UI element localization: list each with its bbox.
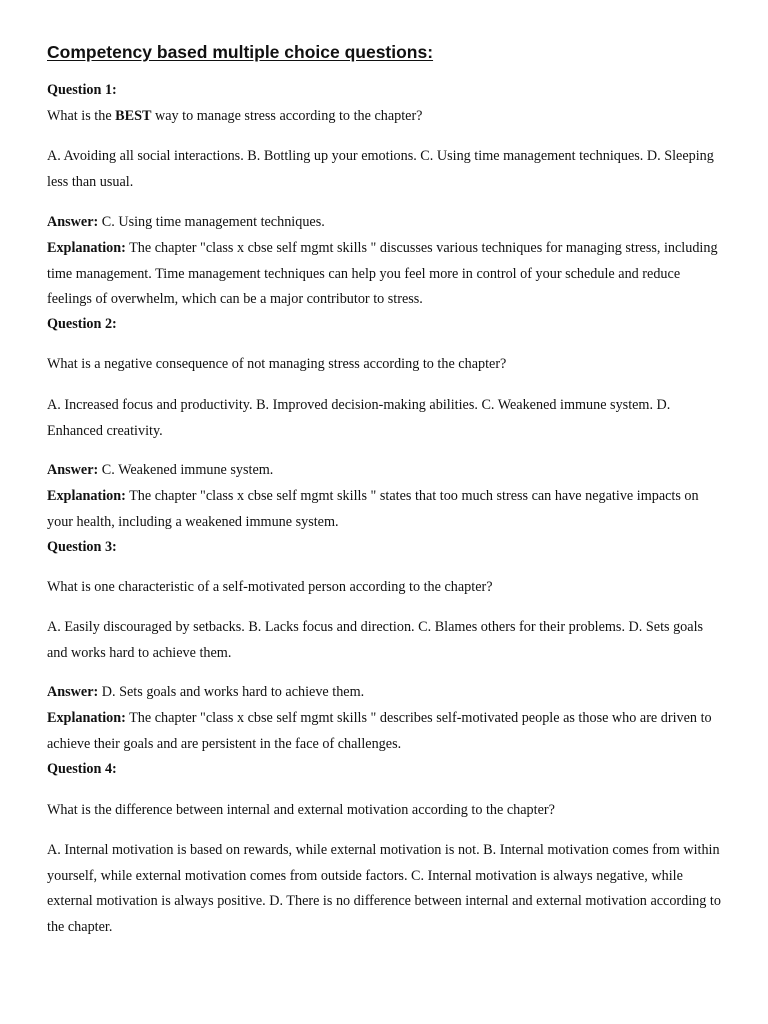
explanation-label: Explanation: [47,710,126,726]
explanation-label: Explanation: [47,240,126,256]
question-1-text-start: What is the [47,108,116,124]
question-1-emphasis: BEST [115,108,152,124]
answer-label: Answer: [47,684,99,700]
question-4-options: A. Internal motivation is based on rewards, while external motivation is not. B. Internal motivation comes from within yourself, while external motivation comes from outside factors. C. Internal motivation is always negative, while external motivation is always positive. D. There is no difference between internal and external motivation according to the chapter. [47,842,721,935]
question-2-label: Question 2: [47,316,117,332]
question-1-options: A. Avoiding all social interactions. B. Bottling up your emotions. C. Using time management techniques. D. Sleeping less than usual. [47,148,714,190]
question-1-label: Question 1: [47,82,117,98]
answer-text: C. Weakened immune system. [101,462,274,478]
question-1-text-end: way to manage stress according to the chapter? [151,108,423,124]
question-2-text: What is a negative consequence of not managing stress according to the chapter? [47,356,507,372]
explanation-text: The chapter "class x cbse self mgmt skills " states that too much stress can have negative impacts on your health, including a weakened immune system. [47,488,699,530]
question-1-text [47,104,723,130]
question-3-answer [47,680,723,706]
question-1-explanation [47,236,723,313]
question-2-answer [47,458,723,484]
question-3-explanation [47,706,723,757]
question-2-options: A. Increased focus and productivity. B. Improved decision-making abilities. C. Weakened immune system. D. Enhanced creativity. [47,397,671,439]
answer-label: Answer: [47,462,99,478]
question-3-text: What is one characteristic of a self-motivated person according to the chapter? [47,579,493,595]
question-1-answer [47,210,723,236]
explanation-label: Explanation: [47,488,126,504]
question-2-explanation [47,484,723,535]
question-4-text: What is the difference between internal and external motivation according to the chapter? [47,802,555,818]
answer-label: Answer: [47,214,99,230]
explanation-text: The chapter "class x cbse self mgmt skills " describes self-motivated people as those who are driven to achieve their goals and are persistent in the face of challenges. [47,710,712,752]
question-3-options: A. Easily discouraged by setbacks. B. Lacks focus and direction. C. Blames others for their problems. D. Sets goals and works hard to achieve them. [47,619,704,661]
answer-text: C. Using time management techniques. [101,214,325,230]
page-heading: Competency based multiple choice questions: [47,42,434,62]
answer-text: D. Sets goals and works hard to achieve them. [101,684,365,700]
question-4-label: Question 4: [47,761,117,777]
question-3-label: Question 3: [47,539,117,555]
explanation-text: The chapter "class x cbse self mgmt skills " discusses various techniques for managing stress, including time management. Time management techniques can help you feel more in control of your schedule and reduce feelings of overwhelm, which can be a major contributor to stress. [47,240,718,308]
